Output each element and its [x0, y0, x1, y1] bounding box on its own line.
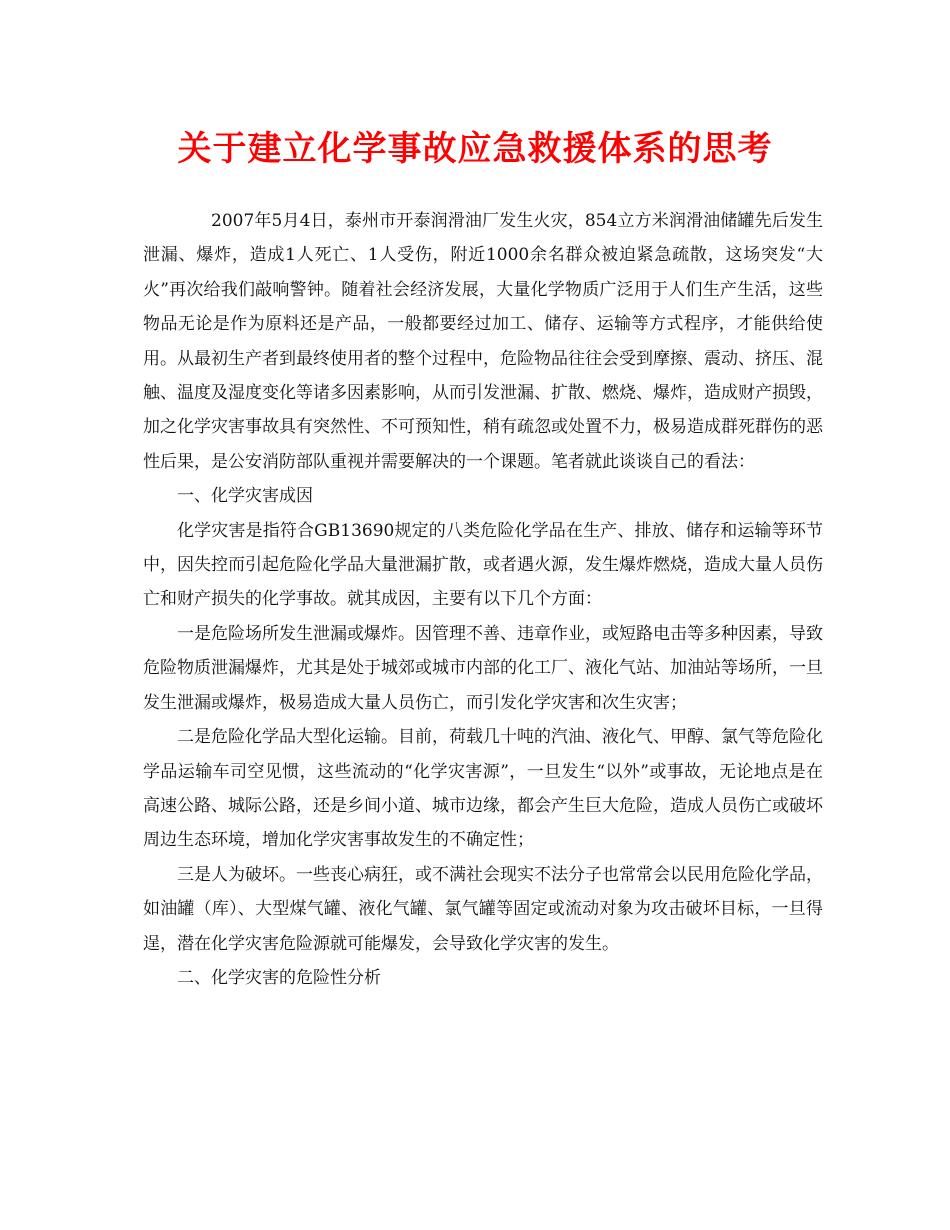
paragraph-definition: 化学灾害是指符合GB13690规定的八类危险化学品在生产、排放、储存和运输等环节中，因失控而引起危险化学品大量泄漏扩散，或者遇火源，发生爆炸燃烧，造成大量人员伤亡和财产损失的化学事故。就其成因，主要有以下几个方面：	[143, 520, 823, 610]
paragraph-cause-3: 三是人为破坏。一些丧心病狂，或不满社会现实不法分子也常常会以民用危险化学品，如油罐（库）、大型煤气罐、液化气罐、氯气罐等固定或流动对象为攻击破坏目标，一旦得逞，潜在化学灾害危险源就可能爆发，会导致化学灾害的发生。	[143, 864, 823, 954]
document-body	[143, 204, 823, 995]
paragraph-cause-2: 二是危险化学品大型化运输。目前，荷载几十吨的汽油、液化气、甲醇、氯气等危险化学品运输车司空见惯，这些流动的“化学灾害源”，一旦发生“以外”或事故，无论地点是在高速公路、城际公路，还是乡间小道、城市边缘，都会产生巨大危险，造成人员伤亡或破坏周边生态环境，增加化学灾害事故发生的不确定性；	[143, 727, 823, 851]
paragraph-intro: 2007年5月4日，泰州市开泰润滑油厂发生火灾，854立方米润滑油储罐先后发生泄漏、爆炸，造成1人死亡、1人受伤，附近1000余名群众被迫紧急疏散，这场突发“大火”再次给我们敲响警钟。随着社会经济发展，大量化学物质广泛用于人们生产生活，这些物品无论是作为原料还是产品，一般都要经过加工、储存、运输等方式程序，才能供给使用。从最初生产者到最终使用者的整个过程中，危险物品往往会受到摩擦、震动、挤压、混触、温度及湿度变化等诸多因素影响，从而引发泄漏、扩散、燃烧、爆炸，造成财产损毁，加之化学灾害事故具有突然性、不可预知性，稍有疏忽或处置不力，极易造成群死群伤的恶性后果，是公安消防部队重视并需要解决的一个课题。笔者就此谈谈自己的看法：	[143, 211, 823, 472]
document-title: 关于建立化学事故应急救援体系的思考	[177, 129, 773, 169]
paragraph-cause-1: 一是危险场所发生泄漏或爆炸。因管理不善、违章作业，或短路电击等多种因素，导致危险物质泄漏爆炸，尤其是处于城郊或城市内部的化工厂、液化气站、加油站等场所，一旦发生泄漏或爆炸，极易造成大量人员伤亡，而引发化学灾害和次生灾害；	[143, 623, 823, 713]
section-heading-2: 二、化学灾害的危险性分析	[177, 967, 381, 988]
section-heading-1: 一、化学灾害成因	[177, 486, 313, 507]
